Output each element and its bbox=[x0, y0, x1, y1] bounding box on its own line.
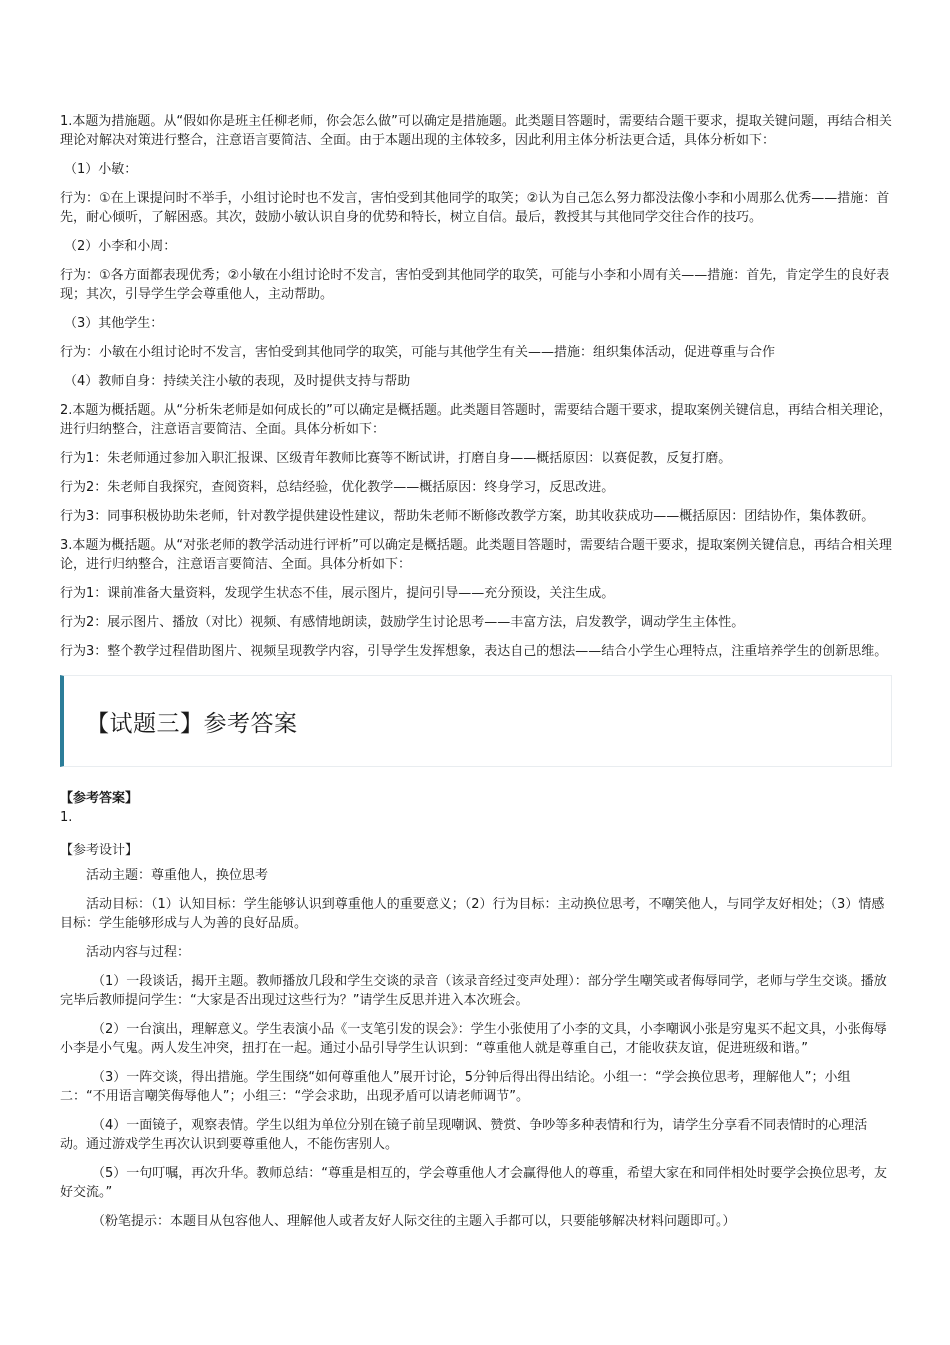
document-page bbox=[60, 112, 892, 1241]
q2-intro: 2.本题为概括题。从“分析朱老师是如何成长的”可以确定是概括题。此类题目答题时，需要结合题干要求，提取案例关键信息，再结合相关理论，进行归纳整合，注意语言要简洁、全面。具体分析如下： bbox=[60, 403, 892, 437]
q1-sub2-title: （2）小李和小周： bbox=[64, 239, 177, 254]
q2-behavior-1: 行为1：朱老师通过参加入职汇报课、区级青年教师比赛等不断试讲，打磨自身——概括原因：以赛促教，反复打磨。 bbox=[60, 451, 732, 466]
q1-sub3-title: （3）其他学生： bbox=[64, 316, 164, 331]
activity-step-2: （2）一台演出，理解意义。学生表演小品《一支笔引发的误会》：学生小张使用了小李的文具，小李嘲讽小张是穷鬼买不起文具，小张侮辱小李是小气鬼。两人发生冲突，扭打在一起。通过小品引导学生认识到：“尊重他人就是尊重自己，才能收获友谊，促进班级和谐。” bbox=[60, 1022, 887, 1056]
activity-theme: 活动主题：尊重他人，换位思考 bbox=[86, 868, 269, 883]
q1-sub3-body: 行为：小敏在小组讨论时不发言，害怕受到其他同学的取笑，可能与其他学生有关——措施：组织集体活动，促进尊重与合作 bbox=[60, 345, 776, 360]
q1-intro: 1.本题为措施题。从“假如你是班主任柳老师，你会怎么做”可以确定是措施题。此类题目答题时，需要结合题干要求，提取关键问题，再结合相关理论对解决对策进行整合，注意语言要简洁、全面。由于本题出现的主体较多，因此利用主体分析法更合适，具体分析如下： bbox=[60, 114, 892, 148]
q2-behavior-3: 行为3：同事积极协助朱老师，针对教学提供建设性建议，帮助朱老师不断修改教学方案，助其收获成功——概括原因：团结协作，集体教研。 bbox=[60, 509, 875, 524]
q1-sub1-title: （1）小敏： bbox=[64, 162, 138, 177]
activity-step-4: （4）一面镜子，观察表情。学生以组为单位分别在镜子前呈现嘲讽、赞赏、争吵等多种表情和行为，请学生分享看不同表情时的心理活动。通过游戏学生再次认识到要尊重他人，不能伤害别人。 bbox=[60, 1118, 868, 1152]
chalk-tip: （粉笔提示：本题目从包容他人、理解他人或者友好人际交往的主题入手都可以，只要能够解决材料问题即可。） bbox=[92, 1214, 736, 1229]
answer-section bbox=[60, 789, 892, 1231]
section-header bbox=[60, 675, 892, 767]
q1-sub2-body: 行为：①各方面都表现优秀；②小敏在小组讨论时不发言，害怕受到其他同学的取笑，可能与小李和小周有关——措施：首先，肯定学生的良好表现；其次，引导学生学会尊重他人，主动帮助。 bbox=[60, 268, 890, 302]
activity-step-1: （1）一段谈话，揭开主题。教师播放几段和学生交谈的录音（该录音经过变声处理）：部分学生嘲笑或者侮辱同学，老师与学生交谈。播放完毕后教师提问学生：“大家是否出现过这些行为？”请学生反思并进入本次班会。 bbox=[60, 974, 887, 1008]
activity-process-label: 活动内容与过程： bbox=[86, 945, 191, 960]
q3-behavior-2: 行为2：展示图片、播放（对比）视频、有感情地朗读，鼓励学生讨论思考——丰富方法，启发教学，调动学生主体性。 bbox=[60, 615, 745, 630]
section-title: 【试题三】参考答案 bbox=[86, 710, 298, 737]
q3-behavior-3: 行为3：整个教学过程借助图片、视频呈现教学内容，引导学生发挥想象，表达自己的想法——结合小学生心理特点，注重培养学生的创新思维。 bbox=[60, 644, 888, 659]
answer-label: 【参考答案】 bbox=[60, 791, 139, 806]
q1-sub4: （4）教师自身：持续关注小敏的表现，及时提供支持与帮助 bbox=[64, 374, 411, 389]
q3-intro: 3.本题为概括题。从“对张老师的教学活动进行评析”可以确定是概括题。此类题目答题时，需要结合题干要求，提取案例关键信息，再结合相关理论，进行归纳整合，注意语言要简洁、全面。具体分析如下： bbox=[60, 538, 892, 572]
activity-step-5: （5）一句叮嘱，再次升华。教师总结：“尊重是相互的，学会尊重他人才会赢得他人的尊重，希望大家在和同伴相处时要学会换位思考，友好交流。” bbox=[60, 1166, 888, 1200]
design-label: 【参考设计】 bbox=[60, 843, 139, 858]
q1-sub1-body: 行为：①在上课提问时不举手，小组讨论时也不发言，害怕受到其他同学的取笑；②认为自己怎么努力都没法像小李和小周那么优秀——措施：首先，耐心倾听，了解困惑。其次，鼓励小敏认识自身的优势和特长，树立自信。最后，教授其与其他同学交往合作的技巧。 bbox=[60, 191, 890, 225]
q2-behavior-2: 行为2：朱老师自我探究，查阅资料，总结经验，优化教学——概括原因：终身学习，反思改进。 bbox=[60, 480, 615, 495]
q3-behavior-1: 行为1：课前准备大量资料，发现学生状态不佳，展示图片，提问引导——充分预设，关注生成。 bbox=[60, 586, 615, 601]
answer-number: 1. bbox=[60, 810, 73, 825]
activity-step-3: （3）一阵交谈，得出措施。学生围绕“如何尊重他人”展开讨论，5分钟后得出得出结论。小组一：“学会换位思考，理解他人”；小组二：“不用语言嘲笑侮辱他人”；小组三：“学会求助，出现矛盾可以请老师调节”。 bbox=[60, 1070, 851, 1104]
activity-goals: 活动目标：（1）认知目标：学生能够认识到尊重他人的重要意义；（2）行为目标：主动换位思考，不嘲笑他人，与同学友好相处；（3）情感目标：学生能够形成与人为善的良好品质。 bbox=[60, 897, 885, 931]
